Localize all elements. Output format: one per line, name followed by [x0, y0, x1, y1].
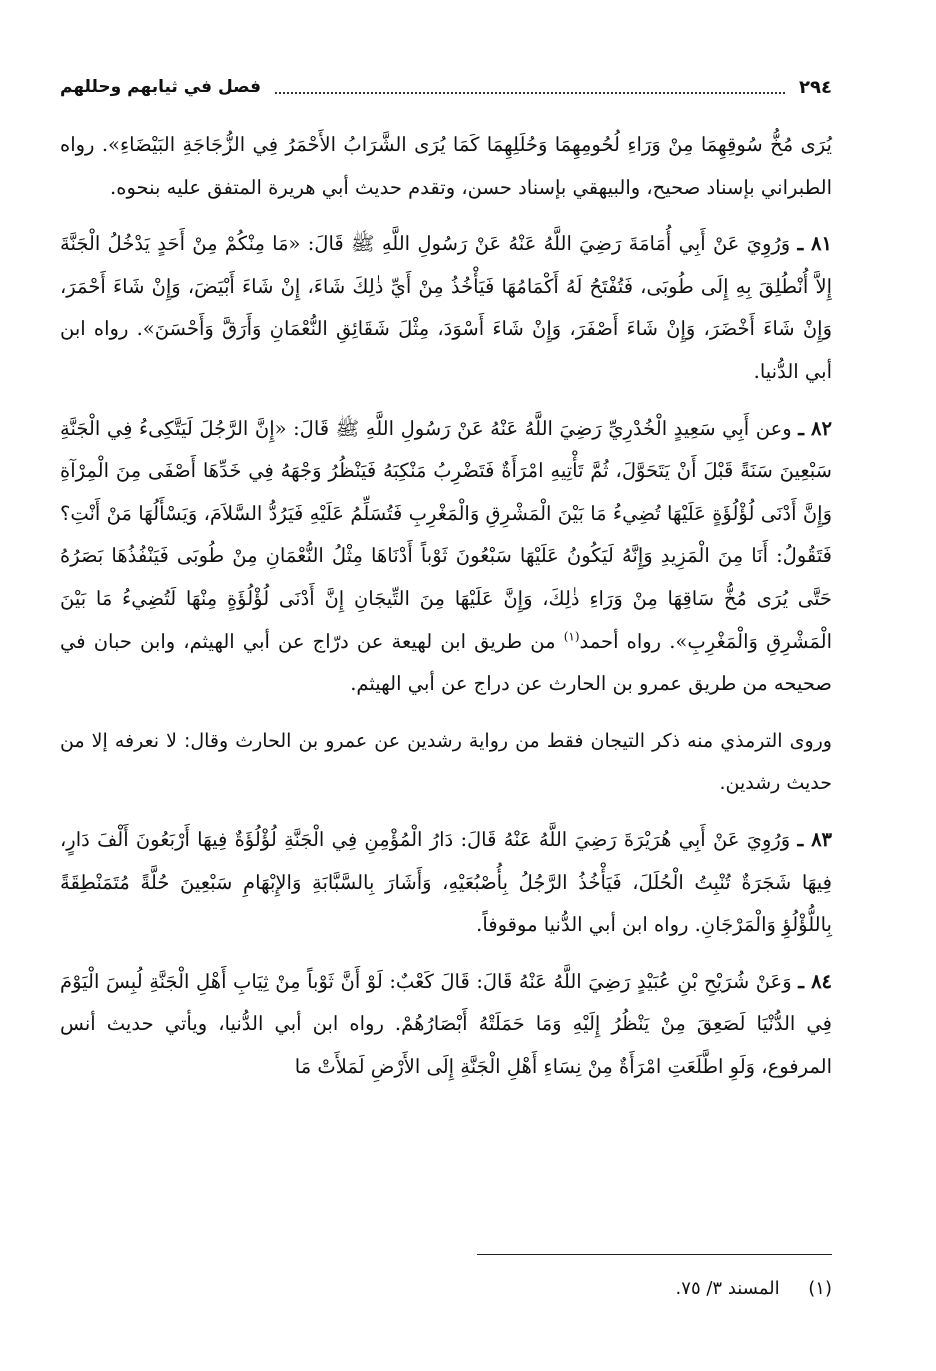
paragraph-text: وروى الترمذي منه ذكر التيجان فقط من رواية رشدين عن عمرو بن الحارث وقال: لا نعرفه إلا من حديث رشدين. — [60, 729, 832, 795]
hadith-number: ٨١ ـ — [797, 232, 832, 256]
paragraph-hadith-81 — [60, 223, 832, 393]
footnote-divider — [477, 1254, 832, 1255]
header-leader-dots — [275, 80, 785, 94]
paragraph-tirmidhi-note — [60, 720, 832, 805]
page-number: ٢٩٤ — [799, 76, 832, 98]
hadith-number: ٨٣ ـ — [797, 827, 833, 851]
document-page — [60, 62, 832, 1352]
footnote-reference[interactable]: (١) — [563, 629, 580, 644]
paragraph-hadith-84 — [60, 961, 832, 1089]
paragraph-text: وَرُوِيَ عَنْ أَبِي أُمَامَةَ رَضِيَ اللَّهُ عَنْهُ عَنْ رَسُولِ اللَّهِ ﷺ قَالَ: «مَا مِنْكُمْ مِنْ أَحَدٍ يَدْخُلُ الْجَنَّةَ إِلاَّ أُنْطُلِقَ بِهِ إِلَى طُوبَى، فَتُفْتَحُ لَهُ أَكْمَامُهَا فَيَأْخُذُ مِنْ أَيِّ ذٰلِكَ شَاءَ، إِنْ شَاءَ أَبْيَضَ، وَإِنْ شَاءَ أَحْمَرَ، وَإِنْ شَاءَ أَخْضَرَ، وَإِنْ شَاءَ أَصْفَرَ، وَإِنْ شَاءَ أَسْوَدَ، مِثْلَ شَقَائِقِ النُّعْمَانِ وَأَرَقَّ وَأَحْسَنَ». رواه ابن أبي الدُّنيا. — [60, 232, 832, 383]
chapter-title: فصل في ثيابهم وحللهم — [60, 77, 262, 97]
hadith-number: ٨٢ ـ — [798, 416, 832, 440]
paragraph-text: وَعَنْ شُرَيْحِ بْنِ عُبَيْدٍ رَضِيَ اللَّهُ عَنْهُ قَالَ: قَالَ كَعْبٌ: لَوْ أَنَّ ثَوْباً مِنْ ثِيَابِ أَهْلِ الْجَنَّةِ لُبِسَ الْيَوْمَ فِي الدُّنْيَا لَصَعِقَ مِنْ يَنْظُرُ إِلَيْهِ وَمَا حَمَلَتْهُ أَبْصَارُهُمْ. رواه ابن أبي الدُّنيا، ويأتي حديث أنس المرفوع، وَلَوِ اطَّلَعَتِ امْرَأَةٌ مِنْ نِسَاءِ أَهْلِ الْجَنَّةِ إِلَى الأَرْضِ لَمَلأَتْ مَا — [60, 969, 832, 1078]
paragraph-continuation — [60, 124, 832, 209]
paragraph-text: وعن أَبِي سَعِيدٍ الْخُدْرِيِّ رَضِيَ اللَّهُ عَنْهُ عَنْ رَسُولِ اللَّهِ ﷺ قَالَ: «إِنَّ الرَّجُلَ لَيَتَّكِىءُ فِي الْجَنَّةِ سَبْعِينَ سَنَةً قَبْلَ أَنْ يَتَحَوَّلَ، ثُمَّ تَأْتِيهِ امْرَأَةٌ فَتَضْرِبُ مَنْكِبَهُ فَيَنْظُرُ وَجْهَهُ فِي خَدِّهَا أَصْفَى مِنَ الْمِرْآةِ وَإِنَّ أَدْنَى لُؤْلُؤَةٍ عَلَيْهَا تُضِيءُ مَا بَيْنَ الْمَشْرِقِ وَالْمَغْرِبِ فَتُسَلِّمُ عَلَيْهِ فَيَرُدُّ السَّلاَمَ، وَيَسْأَلُهَا مَنْ أَنْتِ؟ فَتَقُولُ: أَنَا مِنَ الْمَزِيدِ وَإِنَّهُ لَيَكُونُ عَلَيْهَا سَبْعُونَ ثَوْباً أَدْنَاهَا مِثْلُ النُّعْمَانِ مِنْ طُوبَى فَيَنْفُذُهَا بَصَرُهُ حَتَّى يُرَى مُخُّ سَاقِهَا مِنْ وَرَاءِ ذٰلِكَ، وَإِنَّ عَلَيْهَا مِنَ التِّيجَانِ إِنَّ أَدْنَى لُؤْلُؤَةٍ مِنْهَا لَتُضِيءُ مَا بَيْنَ الْمَشْرِقِ وَالْمَغْرِبِ». رواه أحمد — [60, 416, 832, 653]
running-header — [60, 62, 832, 112]
paragraph-text: وَرُوِيَ عَنْ أَبِي هُرَيْرَةَ رَضِيَ اللَّهُ عَنْهُ قَالَ: دَارُ الْمُؤْمِنِ فِي الْجَنَّةِ لُؤْلُؤَةٌ فِيهَا أَرْبَعُونَ أَلْفَ دَارٍ، فِيهَا شَجَرَةٌ تُنْبِتُ الْحُلَلَ، فَيَأْخُذُ الرَّجُلُ بِأُصْبُعَيْهِ، وَأَشَارَ بِالسَّبَّابَةِ وَالإِبْهَامِ سَبْعِينَ حُلَّةً مُتَمَنْطِقَةً بِاللُّؤْلُؤِ وَالْمَرْجَانِ. رواه ابن أبي الدُّنيا موقوفاً. — [60, 827, 832, 937]
footnote-text: المسند ٣/ ٧٥. — [675, 1278, 780, 1299]
hadith-number: ٨٤ ـ — [798, 969, 833, 993]
footnote — [60, 1274, 832, 1304]
paragraph-text-continued: من طريق ابن لهيعة عن درّاج عن أبي الهيثم، وابن حبان في صحيحه من طريق عمرو بن الحارث عن دراج عن أبي الهيثم. — [60, 629, 832, 696]
paragraph-text: يُرَى مُخُّ سُوقِهِمَا مِنْ وَرَاءِ لُحُومِهِمَا وَحُلَلِهِمَا كَمَا يُرَى الشَّرَابُ الأَحْمَرُ فِي الزُّجَاجَةِ البَيْضَاءِ». رواه الطبراني بإسناد صحيح، والبيهقي بإسناد حسن، وتقدم حديث أبي هريرة المتفق عليه بنحوه. — [60, 133, 832, 199]
paragraph-hadith-82 — [60, 408, 832, 706]
body-text — [60, 124, 832, 1102]
footnote-marker: (١) — [808, 1278, 832, 1299]
paragraph-hadith-83 — [60, 819, 832, 947]
